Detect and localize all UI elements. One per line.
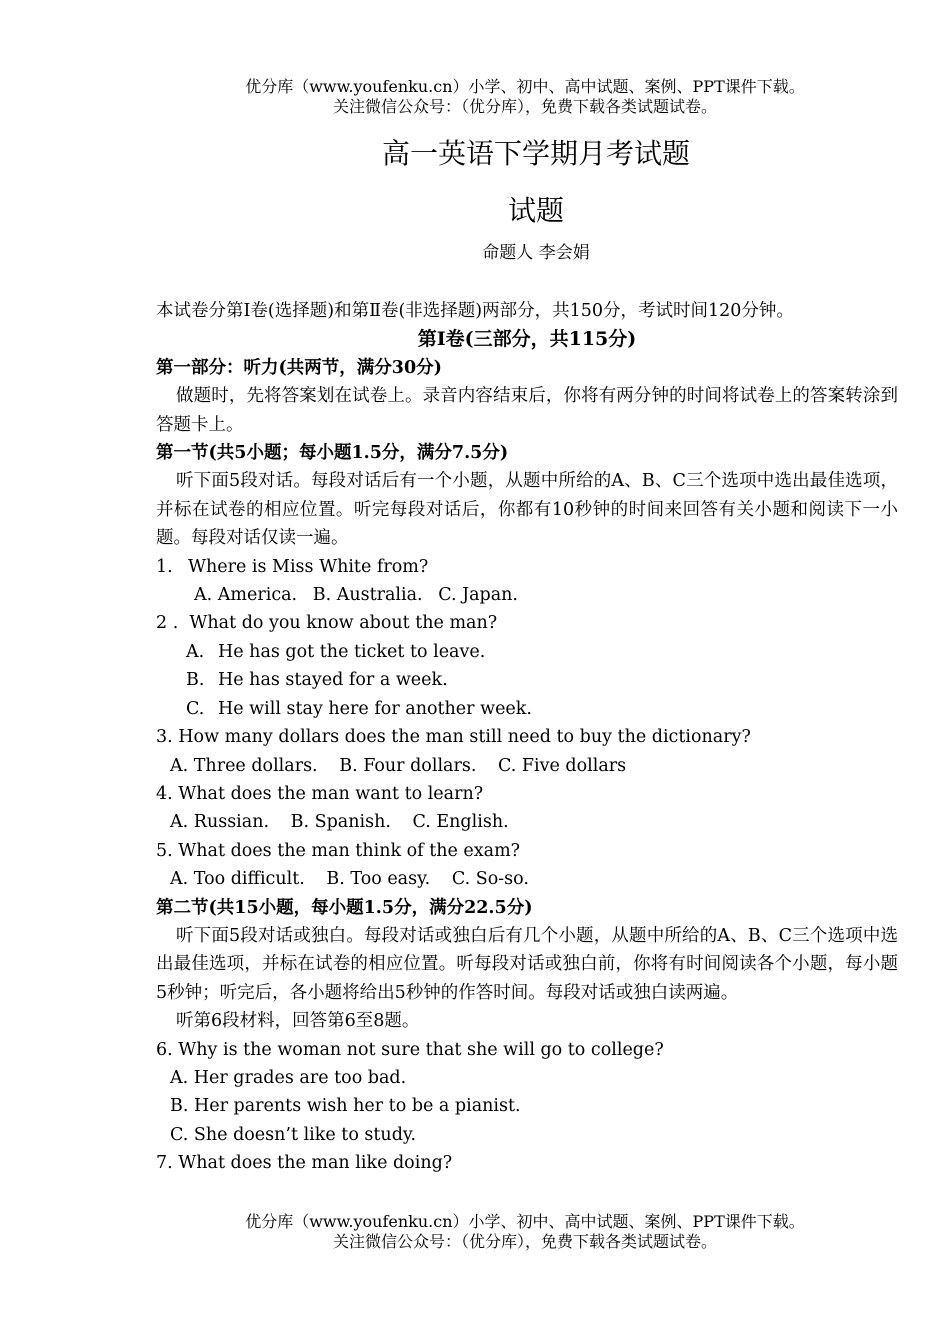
exam-body	[156, 297, 898, 1178]
option-a: A. Too difficult.	[170, 869, 305, 890]
question-text: How many dollars does the man still need to buy the dictionary?	[178, 727, 751, 748]
material-6-note: 听第6段材料，回答第6至8题。	[176, 1011, 420, 1032]
exam-author: 命题人 李会娟	[482, 243, 590, 263]
option-label: B.	[186, 670, 205, 691]
part-1-heading: 第一部分：听力(共两节，满分30分)	[156, 357, 442, 378]
header-line-1: 优分库（www.youfenku.cn）小学、初中、高中试题、案例、PPT课件下载。	[245, 77, 805, 96]
footer-line-2: 关注微信公众号：（优分库），免费下载各类试题试卷。	[332, 1232, 717, 1251]
option-text: He has stayed for a week.	[218, 670, 448, 691]
option-b: B. Too easy.	[326, 869, 431, 890]
question-number: 1.	[156, 556, 173, 577]
exam-title: 高一英语下学期月考试题	[381, 137, 690, 170]
question-number: 2 .	[156, 613, 179, 634]
option-label: C.	[186, 698, 205, 719]
question-3	[156, 723, 898, 751]
question-2	[156, 609, 898, 637]
question-number: 3.	[156, 727, 173, 748]
page-header	[150, 77, 900, 117]
volume-1-heading: 第Ⅰ卷(三部分，共115分)	[417, 328, 637, 351]
option-a: A. Three dollars.	[170, 755, 318, 776]
question-6-options	[156, 1064, 898, 1149]
option-c: C. Five dollars	[497, 755, 627, 776]
section-1-heading: 第一节(共5小题；每小题1.5分，满分7.5分)	[156, 443, 509, 464]
option-text: He has got the ticket to leave.	[218, 641, 486, 662]
section-2-heading: 第二节(共15小题，每小题1.5分，满分22.5分)	[156, 897, 533, 918]
option-c: C. So-so.	[451, 869, 529, 890]
question-text: What does the man think of the exam?	[178, 840, 521, 861]
option-a	[186, 638, 898, 666]
question-text: What do you know about the man?	[189, 613, 498, 634]
question-4-options	[156, 808, 898, 836]
option-b: B. Spanish.	[290, 812, 391, 833]
question-text: What does the man want to learn?	[178, 783, 484, 804]
page-footer	[150, 1212, 900, 1252]
header-line-2: 关注微信公众号：（优分库），免费下载各类试题试卷。	[332, 97, 717, 116]
exam-intro: 本试卷分第Ⅰ卷(选择题)和第Ⅱ卷(非选择题)两部分，共150分，考试时间120分钟。	[156, 301, 794, 321]
option-c: C. She doesn’t like to study.	[170, 1124, 417, 1145]
option-text: He will stay here for another week.	[218, 698, 532, 719]
question-text: Where is Miss White from?	[188, 556, 429, 577]
question-3-options	[156, 752, 898, 780]
question-number: 5.	[156, 840, 173, 861]
footer-line-1: 优分库（www.youfenku.cn）小学、初中、高中试题、案例、PPT课件下载。	[245, 1212, 805, 1231]
option-c: C. English.	[412, 812, 509, 833]
option-c	[186, 695, 898, 723]
question-5-options	[156, 865, 898, 893]
question-6: 6. Why is the woman not sure that she will go to college?	[156, 1039, 664, 1060]
question-5	[156, 837, 898, 865]
question-4	[156, 780, 898, 808]
section-2-instruction: 听下面5段对话或独白。每段对话或独白后有几个小题，从题中所给的A、B、C三个选项中选出最佳选项，并标在试卷的相应位置。听每段对话或独白前，你将有时间阅读各个小题，每小题5秒钟；听完后，各小题将给出5秒钟的作答时间。每段对话或独白读两遍。	[156, 925, 898, 1003]
section-1-instruction: 听下面5段对话。每段对话后有一个小题，从题中所给的A、B、C三个选项中选出最佳选项，并标在试卷的相应位置。听完每段对话后，你都有10秒钟的时间来回答有关小题和阅读下一小题。每段对话仅读一遍。	[156, 471, 898, 549]
option-a: A. Her grades are too bad.	[170, 1067, 407, 1088]
question-2-options	[156, 638, 898, 723]
option-b: B. Her parents wish her to be a pianist.	[170, 1096, 521, 1117]
option-b: B. Australia.	[312, 585, 423, 606]
option-b: B. Four dollars.	[339, 755, 477, 776]
exam-subtitle: 试题	[507, 194, 564, 227]
option-b	[186, 666, 898, 694]
question-1	[156, 553, 898, 581]
question-1-options	[156, 581, 898, 609]
option-a: A. America.	[194, 585, 298, 606]
question-7: 7. What does the man like doing?	[156, 1153, 453, 1174]
option-c: C. Japan.	[438, 585, 518, 606]
question-number: 4.	[156, 783, 173, 804]
option-label: A.	[186, 641, 205, 662]
part-1-instruction: 做题时，先将答案划在试卷上。录音内容结束后，你将有两分钟的时间将试卷上的答案转涂到答题卡上。	[156, 386, 898, 435]
option-a: A. Russian.	[170, 812, 270, 833]
